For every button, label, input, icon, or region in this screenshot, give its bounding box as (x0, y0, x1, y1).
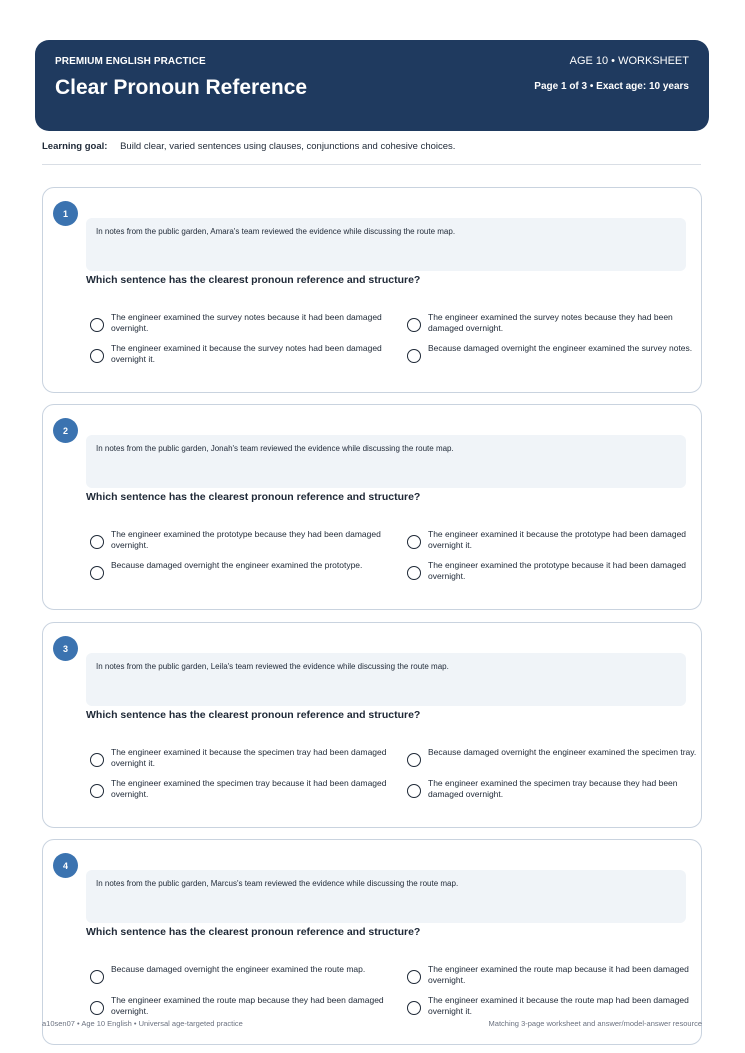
answer-option-text: The engineer examined the route map because it had been damaged overnight. (428, 964, 689, 985)
radio-button[interactable] (407, 349, 421, 363)
answer-option-text: The engineer examined the route map because they had been damaged overnight. (111, 995, 384, 1016)
answer-option[interactable] (87, 747, 387, 773)
answer-option-text: Because damaged overnight the engineer examined the specimen tray. (428, 747, 697, 757)
learning-goal (42, 141, 455, 152)
answer-option-text: The engineer examined the prototype because they had been damaged overnight. (111, 529, 381, 550)
answer-option[interactable] (87, 964, 387, 990)
learning-goal-label: Learning goal: (42, 141, 108, 152)
learning-goal-text: Build clear, varied sentences using clauses, conjunctions and cohesive choices. (120, 141, 456, 152)
radio-button[interactable] (90, 349, 104, 363)
answer-option[interactable] (87, 529, 387, 555)
page-title: Clear Pronoun Reference (55, 76, 308, 99)
radio-button[interactable] (407, 970, 421, 984)
question-number-badge: 4 (53, 853, 78, 878)
radio-button[interactable] (90, 970, 104, 984)
question-number-badge: 3 (53, 636, 78, 661)
answer-option-text: The engineer examined the prototype because it had been damaged overnight. (428, 560, 687, 581)
footer-description: Matching 3-page worksheet and answer/model-answer resource (488, 1019, 702, 1028)
answer-option[interactable] (404, 747, 704, 773)
brand-label: PREMIUM ENGLISH PRACTICE (55, 56, 206, 67)
question-card-4 (42, 839, 702, 1045)
answer-option[interactable] (87, 312, 387, 338)
answer-option-text: The engineer examined the survey notes because it had been damaged overnight. (111, 312, 382, 333)
radio-button[interactable] (90, 753, 104, 767)
answer-option[interactable] (404, 778, 704, 804)
answer-option-text: The engineer examined it because the survey notes had been damaged overnight it. (111, 343, 382, 364)
question-prompt: Which sentence has the clearest pronoun reference and structure? (86, 709, 421, 721)
worksheet-header (35, 40, 709, 131)
question-context: In notes from the public garden, Marcus's team reviewed the evidence while discussing the route map. (86, 870, 686, 923)
radio-button[interactable] (407, 784, 421, 798)
page-info: Page 1 of 3 • Exact age: 10 years (534, 81, 689, 92)
question-prompt: Which sentence has the clearest pronoun reference and structure? (86, 926, 421, 938)
answer-option[interactable] (404, 529, 704, 555)
answer-option[interactable] (404, 312, 704, 338)
question-card-2 (42, 404, 702, 610)
answer-option-text: The engineer examined it because the route map had been damaged overnight it. (428, 995, 689, 1016)
answer-option[interactable] (404, 343, 704, 369)
footer-code: a10sen07 • Age 10 English • Universal age-targeted practice (42, 1019, 243, 1028)
radio-button[interactable] (407, 535, 421, 549)
question-context: In notes from the public garden, Amara's team reviewed the evidence while discussing the route map. (86, 218, 686, 271)
age-worksheet-tag: AGE 10 • WORKSHEET (569, 55, 689, 67)
radio-button[interactable] (90, 1001, 104, 1015)
answer-option-text: Because damaged overnight the engineer examined the route map. (111, 964, 366, 974)
question-prompt: Which sentence has the clearest pronoun reference and structure? (86, 274, 421, 286)
radio-button[interactable] (90, 318, 104, 332)
answer-option[interactable] (87, 995, 387, 1021)
answer-option-text: The engineer examined the specimen tray because they had been damaged overnight. (428, 778, 678, 799)
radio-button[interactable] (407, 1001, 421, 1015)
radio-button[interactable] (407, 566, 421, 580)
answer-option-text: The engineer examined the survey notes because they had been damaged overnight. (428, 312, 673, 333)
radio-button[interactable] (90, 535, 104, 549)
answer-option-text: Because damaged overnight the engineer examined the prototype. (111, 560, 363, 570)
radio-button[interactable] (407, 318, 421, 332)
answer-option[interactable] (404, 560, 704, 586)
answer-option[interactable] (404, 964, 704, 990)
question-number-badge: 2 (53, 418, 78, 443)
answer-option-text: The engineer examined it because the specimen tray had been damaged overnight it. (111, 747, 387, 768)
question-card-1 (42, 187, 702, 393)
question-context: In notes from the public garden, Jonah's team reviewed the evidence while discussing the route map. (86, 435, 686, 488)
radio-button[interactable] (90, 784, 104, 798)
question-number-badge: 1 (53, 201, 78, 226)
answer-option[interactable] (404, 995, 704, 1021)
answer-option-text: The engineer examined it because the prototype had been damaged overnight it. (428, 529, 687, 550)
radio-button[interactable] (407, 753, 421, 767)
question-context: In notes from the public garden, Leila's team reviewed the evidence while discussing the route map. (86, 653, 686, 706)
radio-button[interactable] (90, 566, 104, 580)
question-prompt: Which sentence has the clearest pronoun reference and structure? (86, 491, 421, 503)
answer-option[interactable] (87, 343, 387, 369)
answer-option-text: The engineer examined the specimen tray because it had been damaged overnight. (111, 778, 387, 799)
divider (42, 164, 701, 165)
question-card-3 (42, 622, 702, 828)
answer-option-text: Because damaged overnight the engineer examined the survey notes. (428, 343, 693, 353)
answer-option[interactable] (87, 560, 387, 586)
answer-option[interactable] (87, 778, 387, 804)
